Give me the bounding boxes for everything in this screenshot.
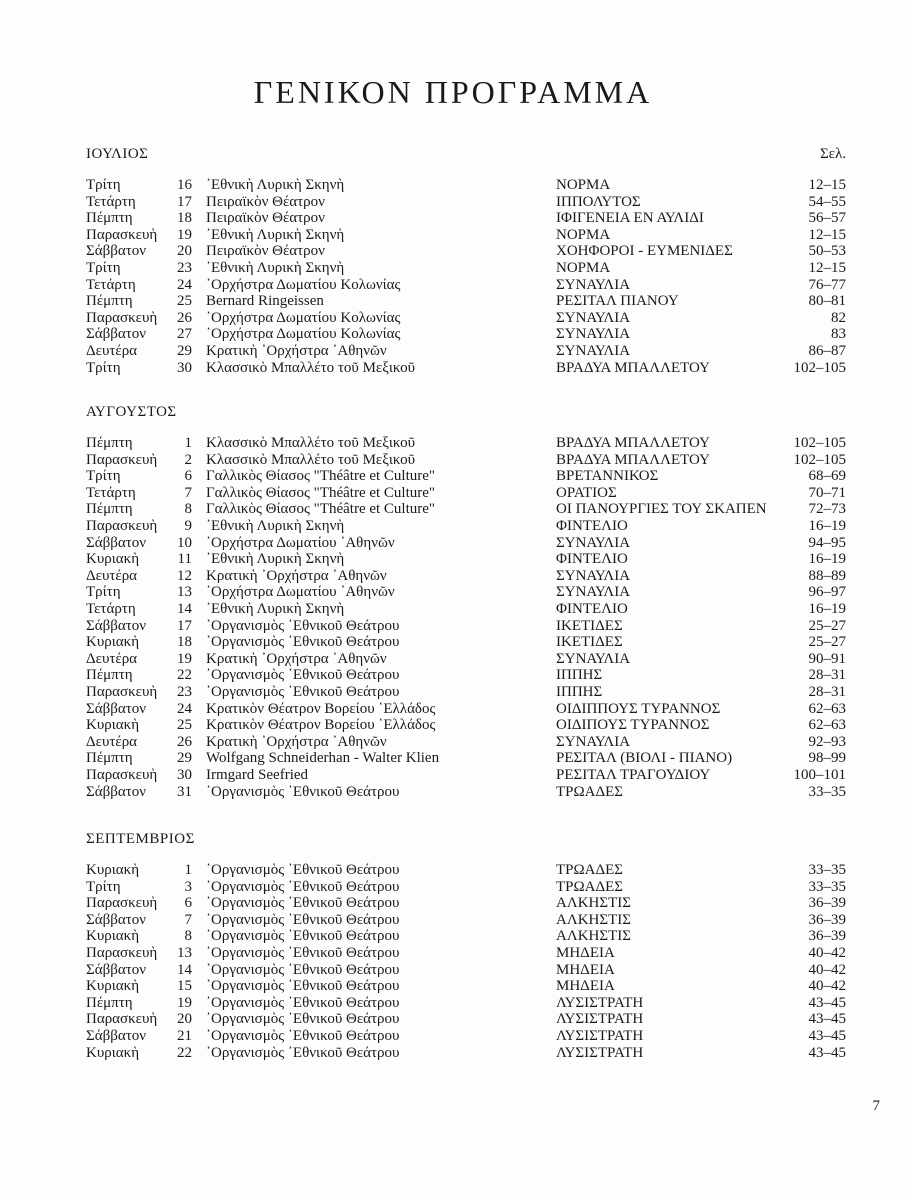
day-cell: Πέμπτη bbox=[86, 435, 133, 451]
schedule-row bbox=[0, 1011, 906, 1028]
date-cell: 12 bbox=[177, 567, 192, 584]
program-cell: ΟΙ ΠΑΝΟΥΡΓΙΕΣ ΤΟΥ ΣΚΑΠΕΝ bbox=[556, 501, 767, 518]
organizer-cell: Πειραϊκὸν Θέατρον bbox=[206, 193, 325, 210]
day-cell: Σάββατον bbox=[86, 783, 147, 800]
organizer-cell: ᾿Ορχήστρα Δωματίου ᾿Αθηνῶν bbox=[206, 534, 395, 551]
date-cell: 15 bbox=[177, 978, 192, 995]
schedule-row bbox=[0, 468, 906, 485]
day-cell: Σάββατον bbox=[86, 911, 147, 928]
schedule-row bbox=[0, 360, 906, 377]
day-cell: Παρασκευὴ bbox=[86, 451, 158, 468]
page-number: 7 bbox=[872, 1098, 880, 1114]
day-cell: Τρίτη bbox=[86, 359, 121, 376]
organizer-cell: Κρατικὴ ᾿Ορχήστρα ᾿Αθηνῶν bbox=[206, 650, 387, 667]
pages-cell: 43–45 bbox=[808, 1044, 846, 1061]
organizer-cell: Κρατικὴ ᾿Ορχήστρα ᾿Αθηνῶν bbox=[206, 567, 387, 584]
pages-cell: 40–42 bbox=[808, 978, 846, 995]
organizer-cell: ᾿Οργανισμὸς ᾿Εθνικοῦ Θεάτρου bbox=[206, 978, 400, 995]
month-heading: ΑΥΓΟΥΣΤΟΣ bbox=[86, 404, 177, 420]
day-cell: Τρίτη bbox=[86, 584, 121, 601]
date-cell: 6 bbox=[184, 895, 192, 912]
organizer-cell: ᾿Εθνικὴ Λυρικὴ Σκηνὴ bbox=[206, 551, 345, 568]
date-cell: 20 bbox=[177, 243, 192, 260]
pages-cell: 16–19 bbox=[808, 601, 846, 617]
pages-cell: 33–35 bbox=[808, 862, 846, 878]
day-cell: Παρασκευὴ bbox=[86, 518, 158, 534]
schedule-row bbox=[0, 1028, 906, 1045]
date-cell: 7 bbox=[184, 484, 192, 501]
program-cell: ΙΦΙΓΕΝΕΙΑ ΕΝ ΑΥΛΙΔΙ bbox=[556, 210, 704, 227]
schedule-row bbox=[0, 995, 906, 1012]
schedule-row bbox=[0, 767, 906, 784]
organizer-cell: Γαλλικὸς Θίασος "Théâtre et Culture" bbox=[206, 468, 436, 485]
schedule-row bbox=[0, 584, 906, 601]
date-cell: 24 bbox=[177, 700, 192, 717]
pages-cell: 102–105 bbox=[793, 359, 846, 376]
day-cell: Πέμπτη bbox=[86, 210, 133, 227]
pages-cell: 33–35 bbox=[808, 878, 846, 895]
schedule-row bbox=[0, 551, 906, 568]
date-cell: 31 bbox=[177, 783, 192, 800]
pages-cell: 88–89 bbox=[808, 567, 846, 584]
program-cell: ΙΠΠΗΣ bbox=[556, 667, 603, 684]
program-cell: ΣΥΝΑΥΛΙΑ bbox=[556, 534, 631, 551]
day-cell: Τρίτη bbox=[86, 260, 121, 276]
date-cell: 9 bbox=[184, 518, 192, 534]
schedule-row bbox=[0, 194, 906, 211]
pages-cell: 86–87 bbox=[808, 343, 846, 359]
schedule-row bbox=[0, 895, 906, 912]
program-cell: ΣΥΝΑΥΛΙΑ bbox=[556, 650, 631, 667]
pages-column-label: Σελ. bbox=[819, 146, 846, 162]
day-cell: Τρίτη bbox=[86, 878, 121, 895]
pages-cell: 36–39 bbox=[808, 928, 846, 945]
day-cell: Σάββατον bbox=[86, 700, 147, 717]
day-cell: Πέμπτη bbox=[86, 293, 133, 310]
pages-cell: 83 bbox=[831, 326, 846, 343]
organizer-cell: ᾿Οργανισμὸς ᾿Εθνικοῦ Θεάτρου bbox=[206, 617, 400, 634]
schedule-row bbox=[0, 260, 906, 277]
date-cell: 29 bbox=[177, 750, 192, 767]
date-cell: 14 bbox=[177, 601, 192, 617]
date-cell: 19 bbox=[177, 650, 192, 667]
organizer-cell: ᾿Ορχήστρα Δωματίου Κολωνίας bbox=[206, 276, 401, 293]
date-cell: 18 bbox=[177, 210, 192, 227]
page-title: ΓΕΝΙΚΟΝ ΠΡΟΓΡΑΜΜΑ bbox=[253, 74, 653, 110]
organizer-cell: ᾿Οργανισμὸς ᾿Εθνικοῦ Θεάτρου bbox=[206, 928, 400, 945]
organizer-cell: ᾿Εθνικὴ Λυρικὴ Σκηνὴ bbox=[206, 226, 345, 243]
day-cell: Τρίτη bbox=[86, 177, 121, 193]
date-cell: 19 bbox=[177, 226, 192, 243]
pages-cell: 102–105 bbox=[793, 435, 846, 451]
program-cell: ΡΕΣΙΤΑΛ ΤΡΑΓΟΥΔΙΟΥ bbox=[556, 767, 711, 783]
program-cell: ΙΠΠΟΛΥΤΟΣ bbox=[556, 193, 641, 210]
organizer-cell: ᾿Οργανισμὸς ᾿Εθνικοῦ Θεάτρου bbox=[206, 862, 400, 878]
date-cell: 21 bbox=[177, 1028, 192, 1044]
day-cell: Παρασκευὴ bbox=[86, 1011, 158, 1028]
schedule-row bbox=[0, 310, 906, 327]
date-cell: 13 bbox=[177, 584, 192, 601]
day-cell: Δευτέρα bbox=[86, 567, 138, 584]
organizer-cell: ᾿Εθνικὴ Λυρικὴ Σκηνὴ bbox=[206, 601, 345, 617]
date-cell: 17 bbox=[177, 193, 192, 210]
pages-cell: 25–27 bbox=[808, 617, 846, 634]
schedule-row bbox=[0, 435, 906, 452]
schedule-row bbox=[0, 1045, 906, 1062]
date-cell: 27 bbox=[177, 326, 192, 343]
pages-cell: 43–45 bbox=[808, 994, 846, 1011]
organizer-cell: Γαλλικὸς Θίασος "Théâtre et Culture" bbox=[206, 501, 436, 518]
date-cell: 11 bbox=[177, 551, 192, 568]
organizer-cell: ᾿Οργανισμὸς ᾿Εθνικοῦ Θεάτρου bbox=[206, 961, 400, 978]
program-cell: ΝΟΡΜΑ bbox=[556, 260, 611, 276]
schedule-row bbox=[0, 293, 906, 310]
program-cell: ΝΟΡΜΑ bbox=[556, 226, 611, 243]
organizer-cell: ᾿Οργανισμὸς ᾿Εθνικοῦ Θεάτρου bbox=[206, 911, 400, 928]
program-cell: ΙΚΕΤΙΔΕΣ bbox=[556, 617, 623, 634]
program-cell: ΙΠΠΗΣ bbox=[556, 684, 603, 700]
program-cell: ΛΥΣΙΣΤΡΑΤΗ bbox=[556, 1028, 644, 1044]
day-cell: Πέμπτη bbox=[86, 501, 133, 518]
program-cell: ΣΥΝΑΥΛΙΑ bbox=[556, 276, 631, 293]
organizer-cell: Γαλλικὸς Θίασος "Théâtre et Culture" bbox=[206, 484, 436, 501]
schedule-row bbox=[0, 277, 906, 294]
day-cell: Πέμπτη bbox=[86, 994, 133, 1011]
pages-cell: 54–55 bbox=[808, 193, 846, 210]
organizer-cell: ᾿Οργανισμὸς ᾿Εθνικοῦ Θεάτρου bbox=[206, 634, 400, 651]
organizer-cell: Κλασσικὸ Μπαλλέτο τοῦ Μεξικοῦ bbox=[206, 359, 416, 376]
program-cell: ΡΕΣΙΤΑΛ ΠΙΑΝΟΥ bbox=[556, 293, 679, 310]
organizer-cell: ᾿Εθνικὴ Λυρικὴ Σκηνὴ bbox=[206, 177, 345, 193]
schedule-row bbox=[0, 651, 906, 668]
pages-cell: 90–91 bbox=[808, 650, 846, 667]
pages-cell: 56–57 bbox=[808, 210, 846, 227]
day-cell: Σάββατον bbox=[86, 534, 147, 551]
pages-cell: 50–53 bbox=[808, 243, 846, 260]
date-cell: 19 bbox=[177, 994, 192, 1011]
schedule-row bbox=[0, 734, 906, 751]
organizer-cell: Κρατικὴ ᾿Ορχήστρα ᾿Αθηνῶν bbox=[206, 733, 387, 750]
date-cell: 7 bbox=[184, 911, 192, 928]
program-cell: ΒΡΕΤΑΝΝΙΚΟΣ bbox=[556, 468, 659, 485]
day-cell: Σάββατον bbox=[86, 243, 147, 260]
day-cell: Σάββατον bbox=[86, 961, 147, 978]
day-cell: Κυριακὴ bbox=[86, 862, 140, 878]
schedule-row bbox=[0, 326, 906, 343]
schedule-row bbox=[0, 667, 906, 684]
schedule-row bbox=[0, 750, 906, 767]
program-cell: ΛΥΣΙΣΤΡΑΤΗ bbox=[556, 994, 644, 1011]
program-cell: ΙΚΕΤΙΔΕΣ bbox=[556, 634, 623, 651]
organizer-cell: Irmgard Seefried bbox=[206, 767, 309, 783]
organizer-cell: Κρατικὸν Θέατρον Βορείου ῾Ελλάδος bbox=[206, 717, 436, 734]
pages-cell: 40–42 bbox=[808, 961, 846, 978]
day-cell: Παρασκευὴ bbox=[86, 767, 158, 783]
date-cell: 25 bbox=[177, 717, 192, 734]
day-cell: Τρίτη bbox=[86, 468, 121, 485]
schedule-row bbox=[0, 601, 906, 618]
organizer-cell: ᾿Οργανισμὸς ᾿Εθνικοῦ Θεάτρου bbox=[206, 667, 400, 684]
day-cell: Πέμπτη bbox=[86, 667, 133, 684]
pages-cell: 12–15 bbox=[808, 260, 846, 276]
organizer-cell: ᾿Οργανισμὸς ᾿Εθνικοῦ Θεάτρου bbox=[206, 1011, 400, 1028]
organizer-cell: Πειραϊκὸν Θέατρον bbox=[206, 210, 325, 227]
program-cell: ΑΛΚΗΣΤΙΣ bbox=[556, 911, 631, 928]
pages-cell: 62–63 bbox=[808, 717, 846, 734]
program-cell: ΑΛΚΗΣΤΙΣ bbox=[556, 928, 631, 945]
day-cell: Παρασκευὴ bbox=[86, 684, 158, 700]
organizer-cell: Κλασσικὸ Μπαλλέτο τοῦ Μεξικοῦ bbox=[206, 435, 416, 451]
pages-cell: 28–31 bbox=[808, 684, 846, 700]
date-cell: 22 bbox=[177, 667, 192, 684]
program-cell: ΛΥΣΙΣΤΡΑΤΗ bbox=[556, 1044, 644, 1061]
schedule-row bbox=[0, 945, 906, 962]
program-cell: ΦΙΝΤΕΛΙΟ bbox=[556, 551, 628, 568]
schedule-row bbox=[0, 568, 906, 585]
day-cell: Κυριακὴ bbox=[86, 634, 140, 651]
date-cell: 26 bbox=[177, 733, 192, 750]
program-cell: ΜΗΔΕΙΑ bbox=[556, 978, 615, 995]
date-cell: 26 bbox=[177, 309, 192, 326]
program-cell: ΟΡΑΤΙΟΣ bbox=[556, 484, 617, 501]
date-cell: 16 bbox=[177, 177, 192, 193]
pages-cell: 80–81 bbox=[808, 293, 846, 310]
pages-cell: 40–42 bbox=[808, 945, 846, 961]
program-cell: ΒΡΑΔΥΑ ΜΠΑΛΛΕΤΟΥ bbox=[556, 451, 710, 468]
program-cell: ΑΛΚΗΣΤΙΣ bbox=[556, 895, 631, 912]
date-cell: 20 bbox=[177, 1011, 192, 1028]
date-cell: 8 bbox=[184, 501, 192, 518]
organizer-cell: ᾿Ορχήστρα Δωματίου ᾿Αθηνῶν bbox=[206, 584, 395, 601]
schedule-row bbox=[0, 177, 906, 194]
date-cell: 2 bbox=[184, 451, 192, 468]
schedule-row bbox=[0, 717, 906, 734]
pages-cell: 33–35 bbox=[808, 783, 846, 800]
organizer-cell: Πειραϊκὸν Θέατρον bbox=[206, 243, 325, 260]
pages-cell: 68–69 bbox=[808, 468, 846, 485]
schedule-row bbox=[0, 485, 906, 502]
day-cell: Δευτέρα bbox=[86, 343, 138, 359]
program-cell: ΛΥΣΙΣΤΡΑΤΗ bbox=[556, 1011, 644, 1028]
day-cell: Κυριακὴ bbox=[86, 1044, 140, 1061]
month-heading: ΙΟΥΛΙΟΣ bbox=[86, 146, 149, 162]
date-cell: 1 bbox=[184, 862, 192, 878]
day-cell: Πέμπτη bbox=[86, 750, 133, 767]
date-cell: 30 bbox=[177, 767, 192, 783]
pages-cell: 28–31 bbox=[808, 667, 846, 684]
organizer-cell: ᾿Οργανισμὸς ᾿Εθνικοῦ Θεάτρου bbox=[206, 1044, 400, 1061]
date-cell: 23 bbox=[177, 684, 192, 700]
day-cell: Δευτέρα bbox=[86, 733, 138, 750]
day-cell: Τετάρτη bbox=[86, 276, 136, 293]
program-cell: ΣΥΝΑΥΛΙΑ bbox=[556, 584, 631, 601]
schedule-row bbox=[0, 684, 906, 701]
organizer-cell: ᾿Οργανισμὸς ᾿Εθνικοῦ Θεάτρου bbox=[206, 684, 400, 700]
day-cell: Παρασκευὴ bbox=[86, 226, 158, 243]
program-cell: ΣΥΝΑΥΛΙΑ bbox=[556, 309, 631, 326]
program-cell: ΣΥΝΑΥΛΙΑ bbox=[556, 733, 631, 750]
day-cell: Τετάρτη bbox=[86, 601, 136, 617]
schedule-row bbox=[0, 243, 906, 260]
date-cell: 22 bbox=[177, 1044, 192, 1061]
pages-cell: 36–39 bbox=[808, 911, 846, 928]
pages-cell: 100–101 bbox=[793, 767, 846, 783]
program-cell: ΝΟΡΜΑ bbox=[556, 177, 611, 193]
program-cell: ΒΡΑΔΥΑ ΜΠΑΛΛΕΤΟΥ bbox=[556, 435, 710, 451]
day-cell: Σάββατον bbox=[86, 326, 147, 343]
organizer-cell: Κλασσικὸ Μπαλλέτο τοῦ Μεξικοῦ bbox=[206, 451, 416, 468]
schedule-row bbox=[0, 912, 906, 929]
pages-cell: 43–45 bbox=[808, 1028, 846, 1044]
date-cell: 13 bbox=[177, 945, 192, 961]
schedule-row bbox=[0, 227, 906, 244]
organizer-cell: ᾿Ορχήστρα Δωματίου Κολωνίας bbox=[206, 326, 401, 343]
day-cell: Παρασκευὴ bbox=[86, 895, 158, 912]
date-cell: 3 bbox=[184, 878, 192, 895]
day-cell: Δευτέρα bbox=[86, 650, 138, 667]
pages-cell: 72–73 bbox=[808, 501, 846, 518]
day-cell: Σάββατον bbox=[86, 1028, 147, 1044]
day-cell: Κυριακὴ bbox=[86, 978, 140, 995]
organizer-cell: Κρατικὴ ᾿Ορχήστρα ᾿Αθηνῶν bbox=[206, 343, 387, 359]
pages-cell: 62–63 bbox=[808, 700, 846, 717]
date-cell: 25 bbox=[177, 293, 192, 310]
pages-cell: 12–15 bbox=[808, 226, 846, 243]
day-cell: Κυριακὴ bbox=[86, 551, 140, 568]
program-cell: ΜΗΔΕΙΑ bbox=[556, 945, 615, 961]
schedule-row bbox=[0, 701, 906, 718]
program-cell: ΜΗΔΕΙΑ bbox=[556, 961, 615, 978]
day-cell: Τετάρτη bbox=[86, 484, 136, 501]
pages-cell: 16–19 bbox=[808, 518, 846, 534]
pages-cell: 96–97 bbox=[808, 584, 846, 601]
schedule-row bbox=[0, 452, 906, 469]
program-cell: ΦΙΝΤΕΛΙΟ bbox=[556, 518, 628, 534]
day-cell: Κυριακὴ bbox=[86, 717, 140, 734]
date-cell: 1 bbox=[184, 435, 192, 451]
program-cell: ΣΥΝΑΥΛΙΑ bbox=[556, 567, 631, 584]
date-cell: 6 bbox=[184, 468, 192, 485]
schedule-row bbox=[0, 535, 906, 552]
organizer-cell: Κρατικὸν Θέατρον Βορείου ῾Ελλάδος bbox=[206, 700, 436, 717]
date-cell: 17 bbox=[177, 617, 192, 634]
date-cell: 24 bbox=[177, 276, 192, 293]
organizer-cell: ᾿Ορχήστρα Δωματίου Κολωνίας bbox=[206, 309, 401, 326]
month-heading: ΣΕΠΤΕΜΒΡΙΟΣ bbox=[86, 831, 195, 847]
program-cell: ΧΟΗΦΟΡΟΙ - ΕΥΜΕΝΙΔΕΣ bbox=[556, 243, 733, 260]
program-cell: ΟΙΔΙΠΟΥΣ ΤΥΡΑΝΝΟΣ bbox=[556, 717, 710, 734]
day-cell: Κυριακὴ bbox=[86, 928, 140, 945]
pages-cell: 98–99 bbox=[808, 750, 846, 767]
pages-cell: 16–19 bbox=[808, 551, 846, 568]
day-cell: Παρασκευὴ bbox=[86, 945, 158, 961]
date-cell: 29 bbox=[177, 343, 192, 359]
date-cell: 8 bbox=[184, 928, 192, 945]
organizer-cell: Bernard Ringeissen bbox=[206, 293, 324, 310]
schedule-row bbox=[0, 501, 906, 518]
pages-cell: 12–15 bbox=[808, 177, 846, 193]
schedule-row bbox=[0, 518, 906, 535]
pages-cell: 76–77 bbox=[808, 276, 846, 293]
program-cell: ΡΕΣΙΤΑΛ (ΒΙΟΛΙ - ΠΙΑΝΟ) bbox=[556, 750, 733, 767]
pages-cell: 70–71 bbox=[808, 484, 846, 501]
program-cell: ΣΥΝΑΥΛΙΑ bbox=[556, 326, 631, 343]
schedule-row bbox=[0, 784, 906, 801]
program-cell: ΟΙΔΙΠΠΟΥΣ ΤΥΡΑΝΝΟΣ bbox=[556, 700, 721, 717]
organizer-cell: ᾿Οργανισμὸς ᾿Εθνικοῦ Θεάτρου bbox=[206, 895, 400, 912]
organizer-cell: ᾿Οργανισμὸς ᾿Εθνικοῦ Θεάτρου bbox=[206, 878, 400, 895]
pages-cell: 92–93 bbox=[808, 733, 846, 750]
organizer-cell: Wolfgang Schneiderhan - Walter Klien bbox=[206, 750, 440, 767]
schedule-row bbox=[0, 210, 906, 227]
program-cell: ΦΙΝΤΕΛΙΟ bbox=[556, 601, 628, 617]
organizer-cell: ᾿Οργανισμὸς ᾿Εθνικοῦ Θεάτρου bbox=[206, 783, 400, 800]
day-cell: Σάββατον bbox=[86, 617, 147, 634]
schedule-row bbox=[0, 962, 906, 979]
program-cell: ΣΥΝΑΥΛΙΑ bbox=[556, 343, 631, 359]
date-cell: 10 bbox=[177, 534, 192, 551]
pages-cell: 25–27 bbox=[808, 634, 846, 651]
schedule-row bbox=[0, 928, 906, 945]
pages-cell: 94–95 bbox=[808, 534, 846, 551]
organizer-cell: ᾿Εθνικὴ Λυρικὴ Σκηνὴ bbox=[206, 518, 345, 534]
date-cell: 23 bbox=[177, 260, 192, 276]
program-cell: ΤΡΩΑΔΕΣ bbox=[556, 862, 624, 878]
pages-cell: 36–39 bbox=[808, 895, 846, 912]
program-cell: ΤΡΩΑΔΕΣ bbox=[556, 783, 624, 800]
schedule-row bbox=[0, 978, 906, 995]
organizer-cell: ᾿Οργανισμὸς ᾿Εθνικοῦ Θεάτρου bbox=[206, 1028, 400, 1044]
program-cell: ΒΡΑΔΥΑ ΜΠΑΛΛΕΤΟΥ bbox=[556, 359, 710, 376]
day-cell: Τετάρτη bbox=[86, 193, 136, 210]
schedule-row bbox=[0, 343, 906, 360]
schedule-row bbox=[0, 618, 906, 635]
schedule-row bbox=[0, 862, 906, 879]
date-cell: 30 bbox=[177, 359, 192, 376]
schedule-row bbox=[0, 879, 906, 896]
pages-cell: 43–45 bbox=[808, 1011, 846, 1028]
program-cell: ΤΡΩΑΔΕΣ bbox=[556, 878, 624, 895]
day-cell: Παρασκευὴ bbox=[86, 309, 158, 326]
schedule-row bbox=[0, 634, 906, 651]
organizer-cell: ᾿Οργανισμὸς ᾿Εθνικοῦ Θεάτρου bbox=[206, 945, 400, 961]
pages-cell: 82 bbox=[831, 309, 846, 326]
date-cell: 14 bbox=[177, 961, 192, 978]
pages-cell: 102–105 bbox=[793, 451, 846, 468]
organizer-cell: ᾿Οργανισμὸς ᾿Εθνικοῦ Θεάτρου bbox=[206, 994, 400, 1011]
organizer-cell: ᾿Εθνικὴ Λυρικὴ Σκηνὴ bbox=[206, 260, 345, 276]
date-cell: 18 bbox=[177, 634, 192, 651]
